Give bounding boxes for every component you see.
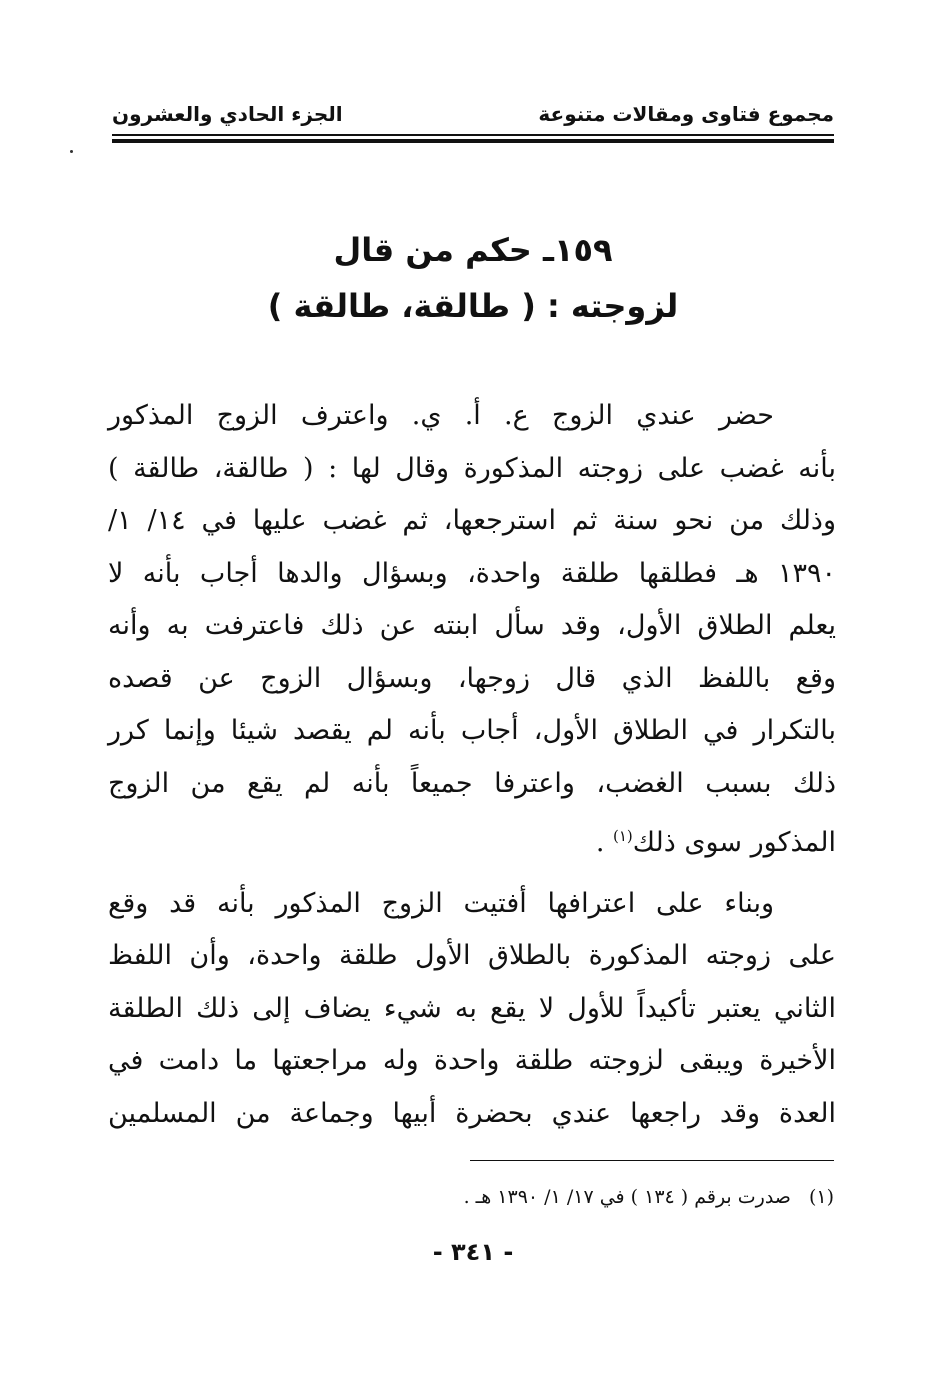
footnote-reference[interactable]: (١)	[612, 827, 633, 845]
footnote-text: صدرت برقم ( ١٣٤ ) في ١٧/ ١/ ١٣٩٠ هـ .	[463, 1186, 791, 1208]
body-line: وذلك من نحو سنة ثم استرجعها، ثم غضب عليها في ١٤/ ١/	[108, 505, 836, 536]
header-rule-thin	[112, 134, 834, 136]
footnote	[112, 1186, 834, 1208]
body-line: وقع باللفظ الذي قال زوجها، وبسؤال الزوج عن قصده	[108, 662, 836, 694]
scan-speck	[70, 150, 73, 153]
article-title	[112, 222, 834, 334]
body-line: الأخيرة ويبقى لزوجته طلقة واحدة وله مراجعتها ما دامت في	[108, 1045, 836, 1076]
body-line: ١٣٩٠ هـ فطلقها طلقة واحدة، وبسؤال والدها أجاب بأنه لا	[108, 557, 836, 589]
body-line-last-text: المذكور سوى ذلك	[632, 827, 836, 858]
body-line: الثاني يعتبر تأكيداً للأول لا يقع به شيء يضاف إلى ذلك الطلقة	[108, 992, 836, 1024]
book-title: مجموع فتاوى ومقالات متنوعة	[538, 102, 834, 126]
footnote-separator	[470, 1160, 834, 1161]
body-line: على زوجته المذكورة بالطلاق الأول طلقة واحدة، وأن اللفظ	[108, 940, 836, 971]
body-line: العدة وقد راجعها عندي بحضرة أبيها وجماعة من المسلمين	[108, 1097, 836, 1129]
header-rule-thick	[112, 139, 834, 143]
volume-label: الجزء الحادي والعشرون	[112, 102, 343, 126]
body-line: وبناء على اعترافها أفتيت الزوج المذكور بأنه قد وقع	[108, 887, 774, 919]
body-line-last-end: .	[595, 827, 613, 858]
page-number: - ٣٤١ -	[432, 1238, 514, 1266]
paragraph-1	[108, 390, 836, 870]
footnote-number: (١)	[808, 1186, 834, 1208]
body-line-last	[108, 810, 836, 870]
body-line: ذلك بسبب الغضب، واعترفا جميعاً بأنه لم يقع من الزوج	[108, 767, 836, 799]
body-line: بأنه غضب على زوجته المذكورة وقال لها : ( طالقة، طالقة )	[108, 452, 836, 484]
paragraph-2	[108, 878, 836, 1141]
article-title-line-2: لزوجته : ( طالقة، طالقة )	[267, 287, 679, 325]
article-title-line-1: ١٥٩ـ حكم من قال	[333, 231, 613, 269]
running-header	[112, 96, 834, 132]
body-line: حضر عندي الزوج ع. أ. ي. واعترف الزوج المذكور	[108, 400, 774, 431]
body-line: بالتكرار في الطلاق الأول، أجاب بأنه لم يقصد شيئا وإنما كرر	[108, 715, 836, 746]
body-line: يعلم الطلاق الأول، وقد سأل ابنته عن ذلك فاعترفت به وأنه	[108, 610, 836, 641]
article-body	[108, 390, 836, 1140]
